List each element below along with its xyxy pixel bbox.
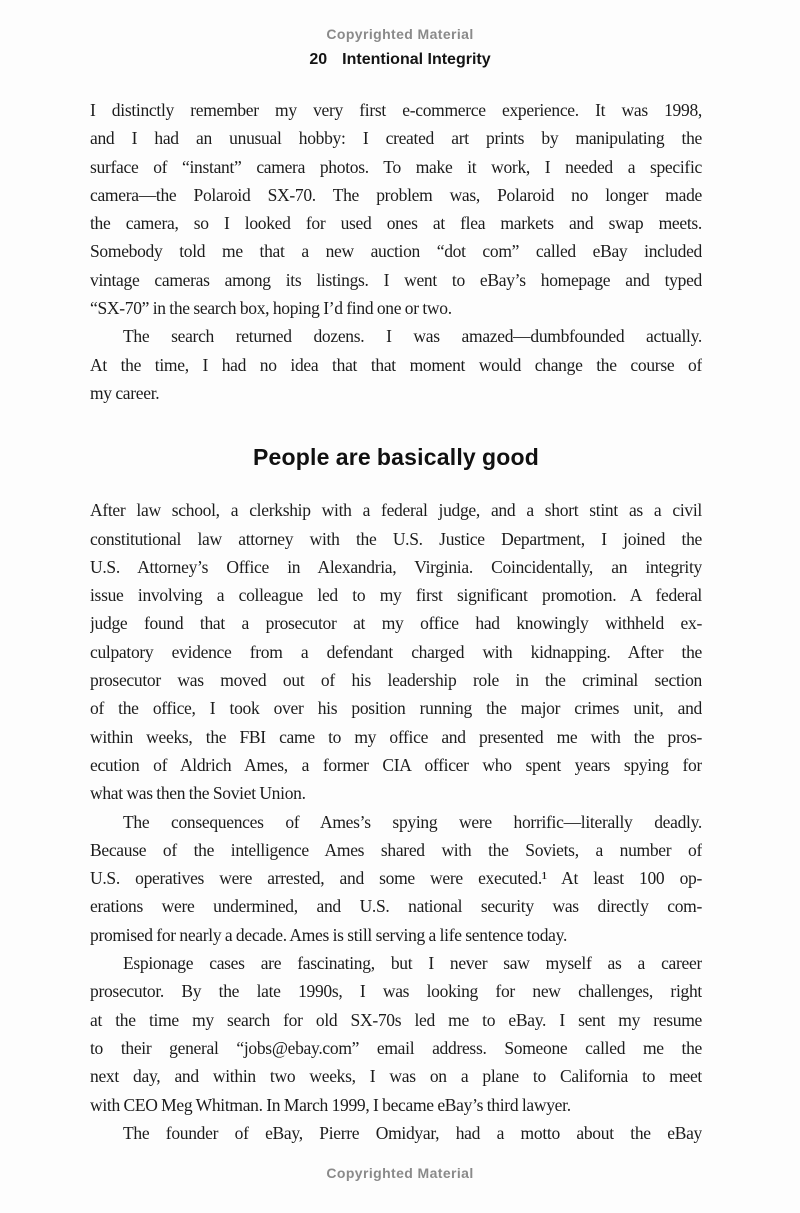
body-line: prosecutor was moved out of his leadership role in the criminal section (90, 670, 702, 691)
body-line: my career. (90, 382, 160, 403)
body-line: judge found that a prosecutor at my office had knowingly withheld ex- (90, 613, 702, 634)
body-line: and I had an unusual hobby: I created art prints by manipulating the (90, 128, 702, 149)
copyright-notice-bottom: Copyrighted Material (326, 1165, 474, 1181)
body-line: camera—the Polaroid SX-70. The problem was, Polaroid no longer made (90, 184, 702, 205)
body-line: surface of “instant” camera photos. To make it work, I needed a specific (90, 156, 702, 177)
body-line: next day, and within two weeks, I was on a plane to California to meet (90, 1066, 702, 1087)
copyright-notice-top: Copyrighted Material (326, 26, 474, 42)
body-line: erations were undermined, and U.S. national security was directly com- (90, 896, 702, 917)
body-line: I distinctly remember my very first e-commerce experience. It was 1998, (90, 100, 702, 120)
body-line: culpatory evidence from a defendant charged with kidnapping. After the (90, 641, 702, 662)
body-line: vintage cameras among its listings. I went to eBay’s homepage and typed (90, 269, 702, 290)
body-line: of the office, I took over his position running the major crimes unit, and (90, 698, 702, 719)
body-line: with CEO Meg Whitman. In March 1999, I became eBay’s third lawyer. (90, 1094, 571, 1115)
body-line: After law school, a clerkship with a federal judge, and a short stint as a civil (90, 500, 702, 521)
body-line: Espionage cases are fascinating, but I never saw myself as a career (123, 953, 702, 974)
body-line: U.S. Attorney’s Office in Alexandria, Virginia. Coincidentally, an integrity (90, 556, 702, 577)
body-line: The founder of eBay, Pierre Omidyar, had a motto about the eBay (123, 1122, 702, 1143)
body-line: The search returned dozens. I was amazed—dumbfounded actually. (123, 326, 702, 347)
body-line: Because of the intelligence Ames shared with the Soviets, a number of (90, 839, 702, 860)
body-line: issue involving a colleague led to my first significant promotion. A federal (90, 585, 702, 606)
body-line: at the time my search for old SX-70s led me to eBay. I sent my resume (90, 1009, 702, 1030)
body-line: The consequences of Ames’s spying were horrific—literally deadly. (123, 811, 702, 832)
body-line: to their general “jobs@ebay.com” email address. Someone called me the (90, 1037, 702, 1058)
body-line: U.S. operatives were arrested, and some were executed.¹ At least 100 op- (90, 868, 702, 889)
body-line: within weeks, the FBI came to my office and presented me with the pros- (90, 726, 702, 747)
body-line: At the time, I had no idea that that moment would change the course of (90, 354, 702, 375)
body-line: promised for nearly a decade. Ames is still serving a life sentence today. (90, 924, 568, 945)
body-line: constitutional law attorney with the U.S. Justice Department, I joined the (90, 528, 702, 549)
running-head (0, 51, 800, 69)
section-heading: People are basically good (253, 444, 539, 471)
book-title: Intentional Integrity (342, 51, 491, 68)
body-line: the camera, so I looked for used ones at flea markets and swap meets. (90, 213, 702, 234)
body-line: Somebody told me that a new auction “dot com” called eBay included (90, 241, 702, 262)
body-line: what was then the Soviet Union. (90, 783, 306, 804)
page-number: 20 (309, 51, 328, 68)
body-line: ecution of Aldrich Ames, a former CIA officer who spent years spying for (90, 754, 702, 775)
body-line: prosecutor. By the late 1990s, I was looking for new challenges, right (90, 981, 702, 1002)
body-line: “SX-70” in the search box, hoping I’d find one or two. (90, 298, 452, 319)
body-column (90, 96, 702, 1147)
